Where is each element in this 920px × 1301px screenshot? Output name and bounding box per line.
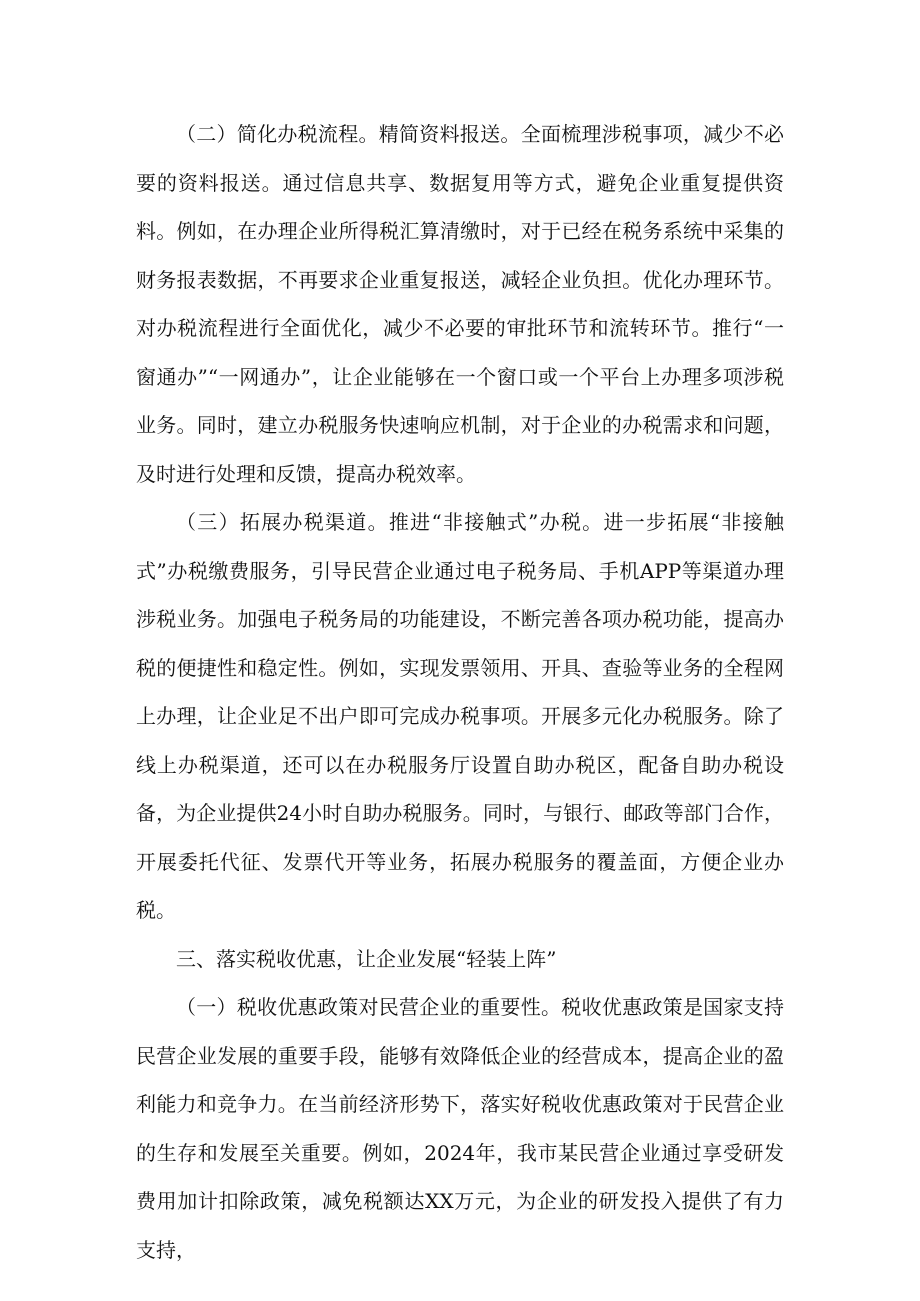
- paragraph-tax-incentive-importance: （一）税收优惠政策对民营企业的重要性。税收优惠政策是国家支持民营企业发展的重要手段，能够有效降低企业的经营成本，提高企业的盈利能力和竞争力。在当前经济形势下，落实好税收优惠政策对于民营企业的生存和发展至关重要。例如，2024年，我市某民营企业通过享受研发费用加计扣除政策，减免税额达XX万元，为企业的研发投入提供了有力支持，: [136, 995, 784, 1262]
- paragraph-simplify-tax-process: （二）简化办税流程。精简资料报送。全面梳理涉税事项，减少不必要的资料报送。通过信息共享、数据复用等方式，避免企业重复提供资料。例如，在办理企业所得税汇算清缴时，对于已经在税务系统中采集的财务报表数据，不再要求企业重复报送，减轻企业负担。优化办理环节。对办税流程进行全面优化，减少不必要的审批环节和流转环节。推行“一窗通办”“一网通办”，让企业能够在一个窗口或一个平台上办理多项涉税业务。同时，建立办税服务快速响应机制，对于企业的办税需求和问题，及时进行处理和反馈，提高办税效率。: [136, 122, 784, 486]
- section-heading-tax-incentives: 三、落实税收优惠，让企业发展“轻装上阵”: [176, 946, 557, 971]
- document-body: [136, 110, 784, 1274]
- paragraph-expand-tax-channels: （三）拓展办税渠道。推进“非接触式”办税。进一步拓展“非接触式”办税缴费服务，引导民营企业通过电子税务局、手机APP等渠道办理涉税业务。加强电子税务局的功能建设，不断完善各项办税功能，提高办税的便捷性和稳定性。例如，实现发票领用、开具、查验等业务的全程网上办理，让企业足不出户即可完成办税事项。开展多元化办税服务。除了线上办税渠道，还可以在办税服务厅设置自助办税区，配备自助办税设备，为企业提供24小时自助办税服务。同时，与银行、邮政等部门合作，开展委托代征、发票代开等业务，拓展办税服务的覆盖面，方便企业办税。: [136, 510, 784, 922]
